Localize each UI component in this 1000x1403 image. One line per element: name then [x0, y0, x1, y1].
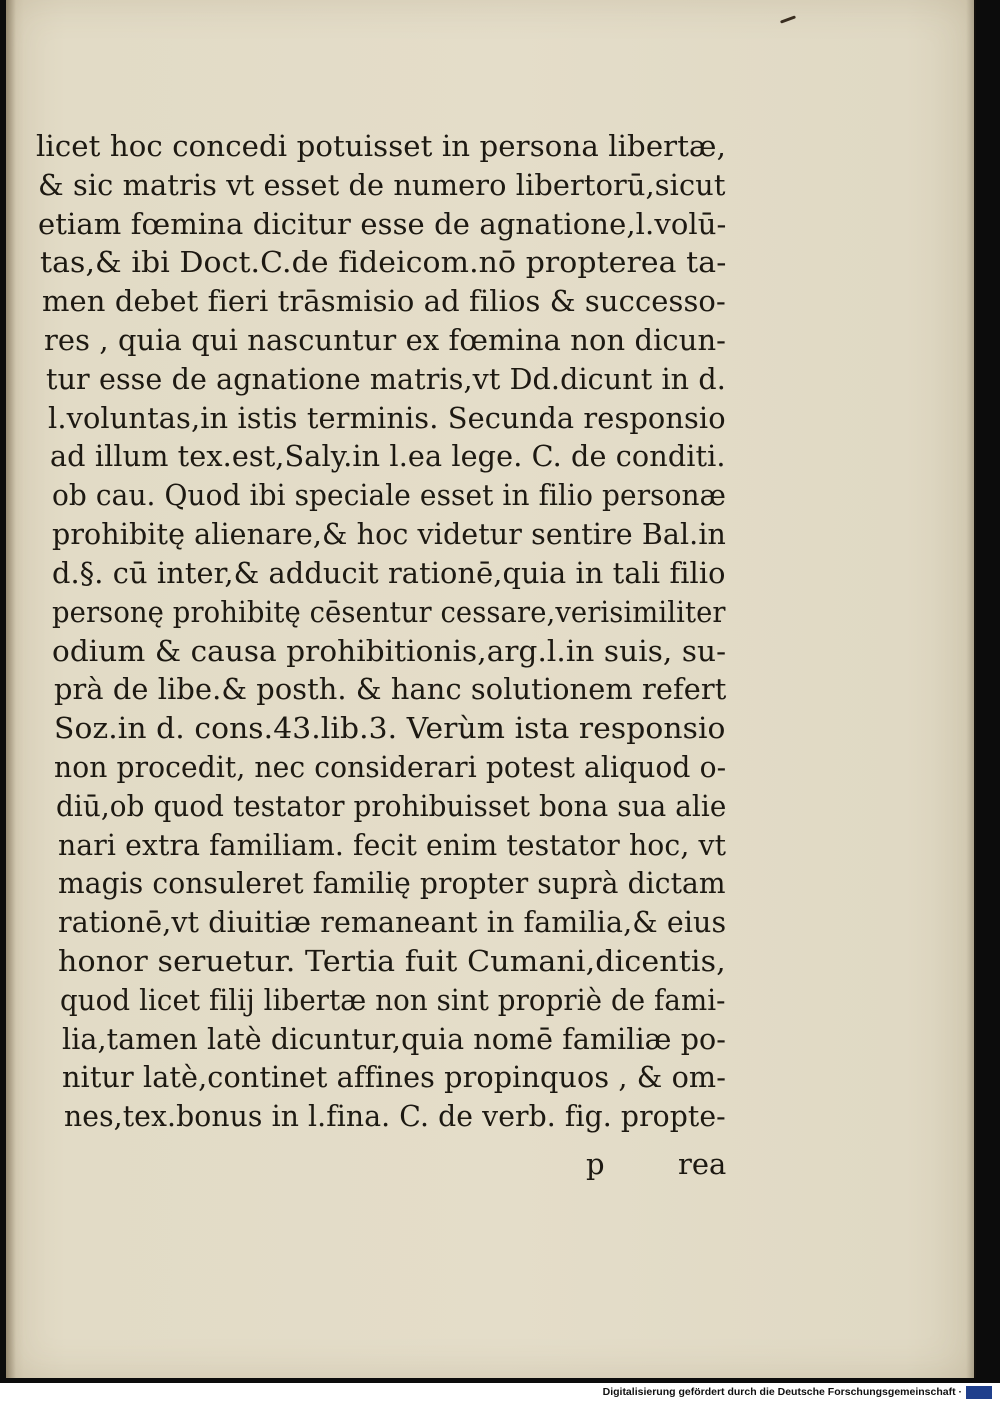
dfg-logo-icon	[966, 1386, 992, 1399]
footer-bar	[0, 1383, 1000, 1403]
text-line: quod licet filij libertæ non sint propriè de fami-	[60, 983, 726, 1017]
page-edge	[966, 0, 976, 1378]
signature-mark: p	[586, 1147, 605, 1181]
text-line: magis consuleret familię propter suprà dictam	[58, 866, 726, 900]
text-line: nes,tex.bonus in l.fina. C. de verb. fig. propte-	[64, 1099, 726, 1133]
text-line: odium & causa prohibitionis,arg.l.in suis, su-	[52, 634, 727, 668]
text-line: lia,tamen latè dicuntur,quia nomē familiæ po-	[62, 1022, 727, 1056]
text-line: licet hoc concedi potuisset in persona libertæ,	[36, 129, 726, 163]
spine-shadow	[6, 0, 16, 1378]
text-line: diū,ob quod testator prohibuisset bona sua alie	[56, 789, 727, 823]
text-line: nari extra familiam. fecit enim testator hoc, vt	[58, 828, 727, 862]
funding-credit: Digitalisierung gefördert durch die Deutsche Forschungsgemeinschaft ·	[602, 1386, 962, 1398]
text-line: tas,& ibi Doct.C.de fideicom.nō propterea ta-	[40, 245, 727, 279]
text-line: l.voluntas,in istis terminis. Secunda responsio	[48, 401, 726, 435]
text-line: res , quia qui nascuntur ex fœmina non dicun-	[44, 323, 727, 357]
text-line: men debet fieri trāsmisio ad filios & successo-	[42, 284, 726, 318]
text-line: tur esse de agnatione matris,vt Dd.dicunt in d.	[46, 362, 726, 396]
text-line: nitur latè,continet affines propinquos , & om-	[62, 1060, 726, 1094]
text-line: d.§. cū inter,& adducit rationē,quia in tali filio	[52, 556, 726, 590]
text-line: honor seruetur. Tertia fuit Cumani,dicentis,	[58, 944, 726, 978]
text-line: prà de libe.& posth. & hanc solutionem refert	[54, 672, 727, 706]
text-line: prohibitę alienare,& hoc videtur sentire Bal.in	[52, 517, 726, 551]
text-line: Soz.in d. cons.43.lib.3. Verùm ista responsio	[54, 711, 726, 745]
catchword: rea	[678, 1147, 727, 1181]
text-line: personę prohibitę cēsentur cessare,verisimiliter	[52, 595, 726, 629]
text-line: ob cau. Quod ibi speciale esset in filio personæ	[52, 478, 727, 512]
text-line: rationē,vt diuitiæ remaneant in familia,& eius	[58, 905, 727, 939]
text-line: etiam fœmina dicitur esse de agnatione,l.volū-	[38, 207, 727, 241]
text-line: & sic matris vt esset de numero libertorū,sicut	[38, 168, 726, 202]
text-line: non procedit, nec considerari potest aliquod o-	[54, 750, 727, 784]
text-line: ad illum tex.est,Saly.in l.ea lege. C. de conditi.	[50, 439, 726, 473]
